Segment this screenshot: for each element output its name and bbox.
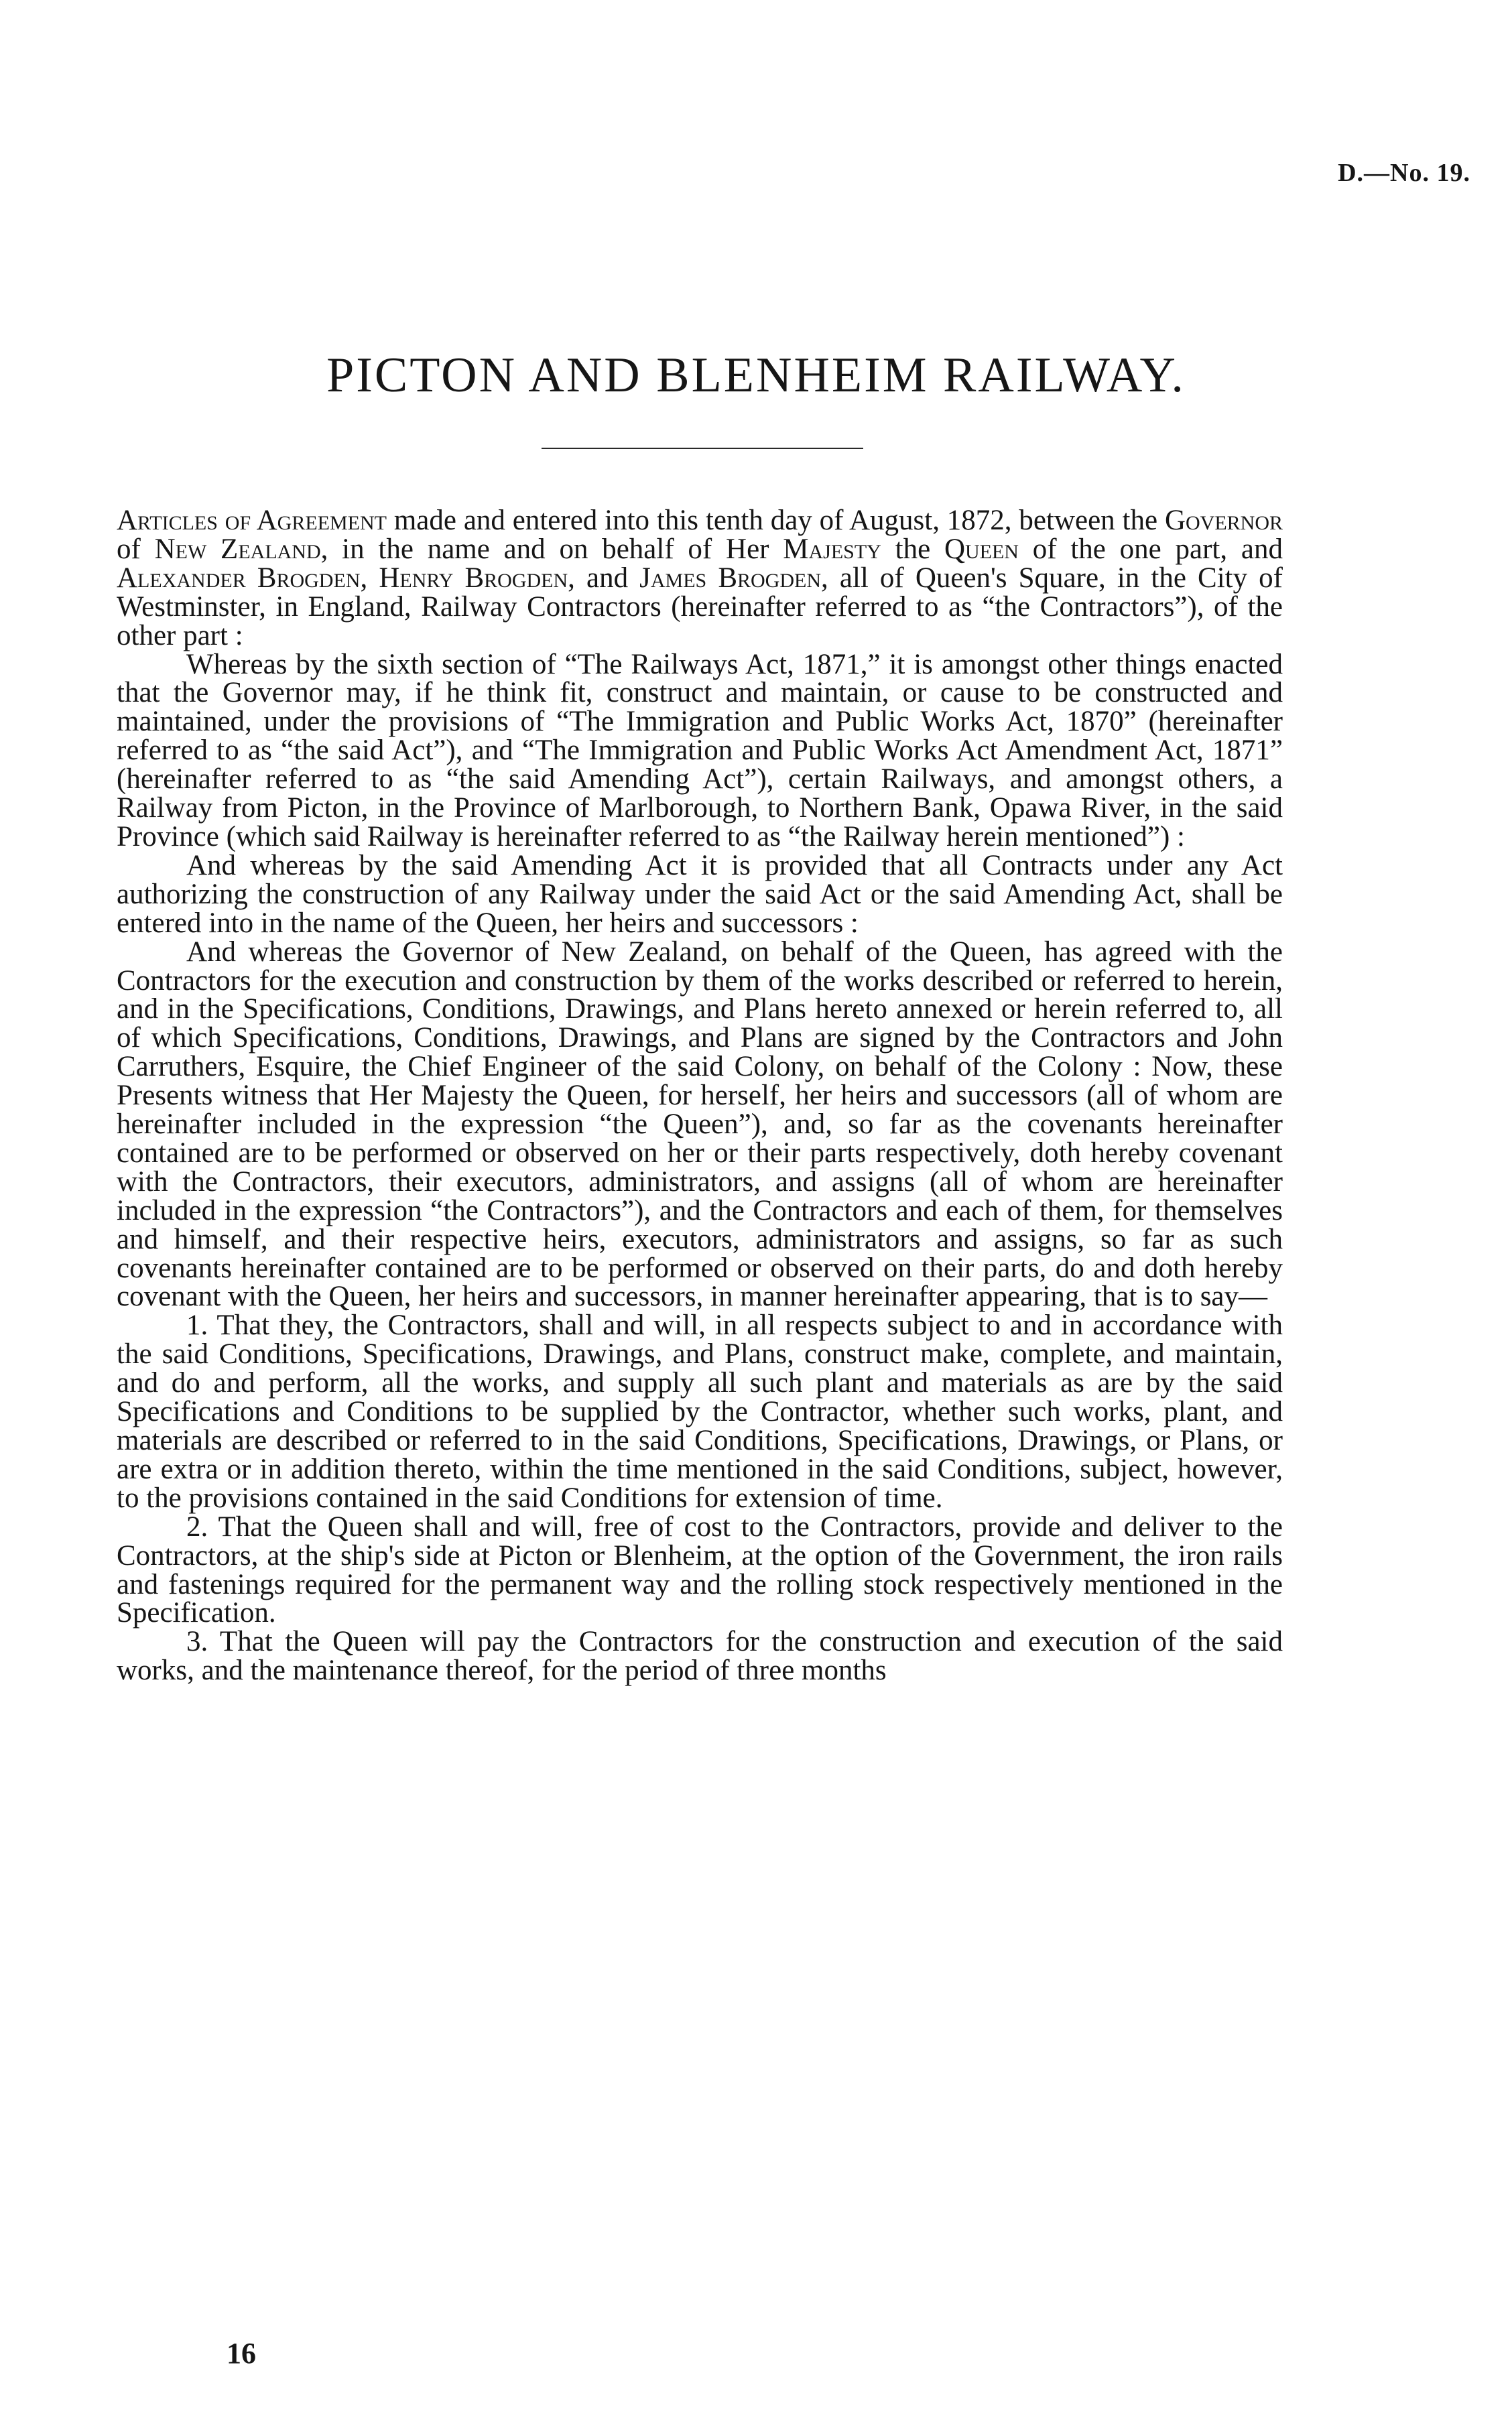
recital-paragraph: And whereas by the said Amending Act it is provided that all Contracts under any Act authorizing the construction of any Railway under the said Act or the said Amending Act, shall be entered into in the name of the Queen, her heirs and successors :: [117, 849, 1283, 939]
preamble-text: , in the name and on behalf of Her: [320, 533, 783, 565]
document-reference: D.—No. 19.: [1338, 159, 1470, 187]
title-divider: [542, 448, 863, 449]
recital-paragraph: And whereas the Governor of New Zealand, on behalf of the Queen, has agreed with the Contractors for the execution and construction by them of the works described or referred to herein, and in the Specifications, Conditions, Drawings, and Plans hereto annexed or herein referred to, all of which Specifications, Conditions, Drawings, and Plans are signed by the Contractors and John Carruthers, Esquire, the Chief Engineer of the said Colony, on behalf of the Colony : Now, these Presents witness that Her Majesty the Queen, for herself, her heirs and successors (all of whom are hereinafter included in the expression “the Queen”), and, so far as the covenants hereinafter contained are to be performed or observed on her or their parts respectively, doth hereby covenant with the Contractors, their executors, administrators, and assigns (all of whom are hereinafter included in the expression “the Contractors”), and the Contractors and each of them, for themselves and himself, and their respective heirs, executors, administrators and assigns, so far as such covenants hereinafter contained are to be performed or observed on their parts, do and doth hereby covenant with the Queen, her heirs and successors, in manner hereinafter appearing, that is to say—: [117, 936, 1283, 1313]
articles-of-agreement-heading: Articles of Agreement: [117, 505, 387, 536]
party-governor: Governor: [1164, 505, 1283, 536]
clause-2: 2. That the Queen shall and will, free of cost to the Contractors, provide and deliver to the Contractors, at the ship's side at Picton or Blenheim, at the option of the Government, the iron rails and fastenings required for the permanent way and the rolling stock respectively mentioned in the Specification.: [117, 1511, 1283, 1629]
preamble-paragraph: [117, 507, 1283, 651]
preamble-text: ,: [360, 562, 379, 594]
contractor-james-brogden: James Brogden: [639, 562, 822, 594]
party-new-zealand: New Zealand: [154, 533, 321, 565]
clause-1: 1. That they, the Contractors, shall and will, in all respects subject to and in accordance with the said Conditions, Specifications, Drawings, and Plans, construct make, complete, and maintain, and do and perform, all the works, and supply all such plant and materials as are by the said Specifications and Conditions to be supplied by the Contractor, whether such works, plant, and materials are described or referred to in the said Conditions, Specifications, Drawings, or Plans, or are extra or in addition thereto, within the time mentioned in the said Conditions, subject, however, to the provisions contained in the said Conditions for extension of time.: [117, 1310, 1283, 1514]
contractor-henry-brogden: Henry Brogden: [379, 562, 568, 594]
preamble-text: , and: [568, 562, 640, 594]
preamble-text: made and entered into this tenth day of August, 1872, between the: [386, 505, 1165, 536]
preamble-text: , all of Queen's Square, in the City of Westminster, in England, Railway Contractors (hereinafter referred to as “the Contractors”), of the other part :: [117, 562, 1283, 651]
page-number: 16: [227, 2337, 256, 2370]
agreement-body: [117, 507, 1283, 1685]
preamble-text: the: [881, 533, 944, 565]
preamble-text: of the one part, and: [1018, 533, 1283, 565]
recital-paragraph: Whereas by the sixth section of “The Railways Act, 1871,” it is amongst other things enacted that the Governor may, if he think fit, construct and maintain, or cause to be constructed and maintained, under the provisions of “The Immigration and Public Works Act, 1870” (hereinafter referred to as “the said Act”), and “The Immigration and Public Works Act Amendment Act, 1871” (hereinafter referred to as “the said Amending Act”), certain Railways, and amongst others, a Railway from Picton, in the Province of Marlborough, to Northern Bank, Opawa River, in the said Province (which said Railway is hereinafter referred to as “the Railway herein mentioned”) :: [117, 648, 1283, 852]
contractor-alexander-brogden: Alexander Brogden: [117, 562, 361, 594]
party-queen: Queen: [944, 533, 1019, 565]
clause-3: 3. That the Queen will pay the Contractors for the construction and execution of the said works, and the maintenance thereof, for the period of three months: [117, 1626, 1283, 1687]
preamble-text: of: [117, 533, 155, 565]
page-title: PICTON AND BLENHEIM RAILWAY.: [326, 348, 1186, 403]
party-majesty: Majesty: [783, 533, 881, 565]
